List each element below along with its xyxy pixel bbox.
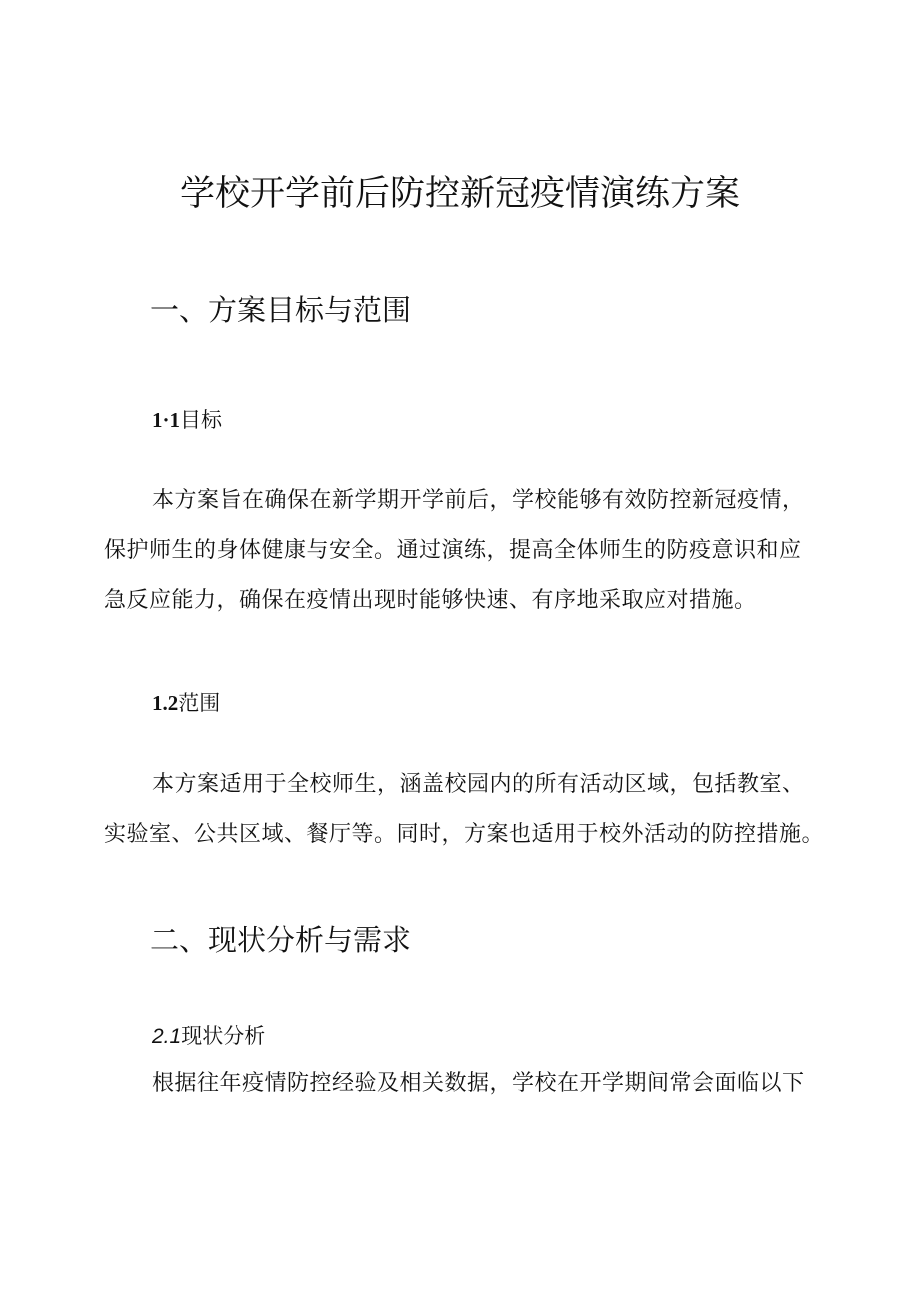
subsection-1-2-number: 1.2 <box>152 691 179 715</box>
subsection-2-1-heading <box>152 1021 265 1052</box>
subsection-1-2-paragraph <box>104 760 824 860</box>
subsection-2-1-paragraph <box>104 1059 824 1109</box>
paragraph-line: 实验室、公共区域、餐厅等。同时，方案也适用于校外活动的防控措施。 <box>104 822 825 847</box>
subsection-1-2-label: 范围 <box>178 691 221 715</box>
subsection-1-1-number: 1·1 <box>152 408 181 432</box>
paragraph-line: 本方案适用于全校师生，涵盖校园内的所有活动区域，包括教室、 <box>152 772 805 797</box>
paragraph-line: 本方案旨在确保在新学期开学前后，学校能够有效防控新冠疫情， <box>152 488 805 513</box>
paragraph-line: 保护师生的身体健康与安全。通过演练，提高全体师生的防疫意识和应 <box>104 538 802 563</box>
subsection-1-1-label: 目标 <box>180 408 223 432</box>
paragraph-line: 根据往年疫情防控经验及相关数据，学校在开学期间常会面临以下 <box>152 1071 805 1096</box>
subsection-2-1-label: 现状分析 <box>181 1024 266 1048</box>
section-1-heading: 一、方案目标与范围 <box>150 293 412 327</box>
section-2-heading: 二、现状分析与需求 <box>150 923 412 957</box>
subsection-1-1-heading <box>152 405 222 435</box>
paragraph-line: 急反应能力，确保在疫情出现时能够快速、有序地采取应对措施。 <box>104 588 757 613</box>
document-title: 学校开学前后防控新冠疫情演练方案 <box>179 174 740 214</box>
subsection-1-1-paragraph <box>104 476 824 626</box>
subsection-2-1-number: 2.1 <box>152 1025 182 1048</box>
subsection-1-2-heading <box>152 688 220 718</box>
